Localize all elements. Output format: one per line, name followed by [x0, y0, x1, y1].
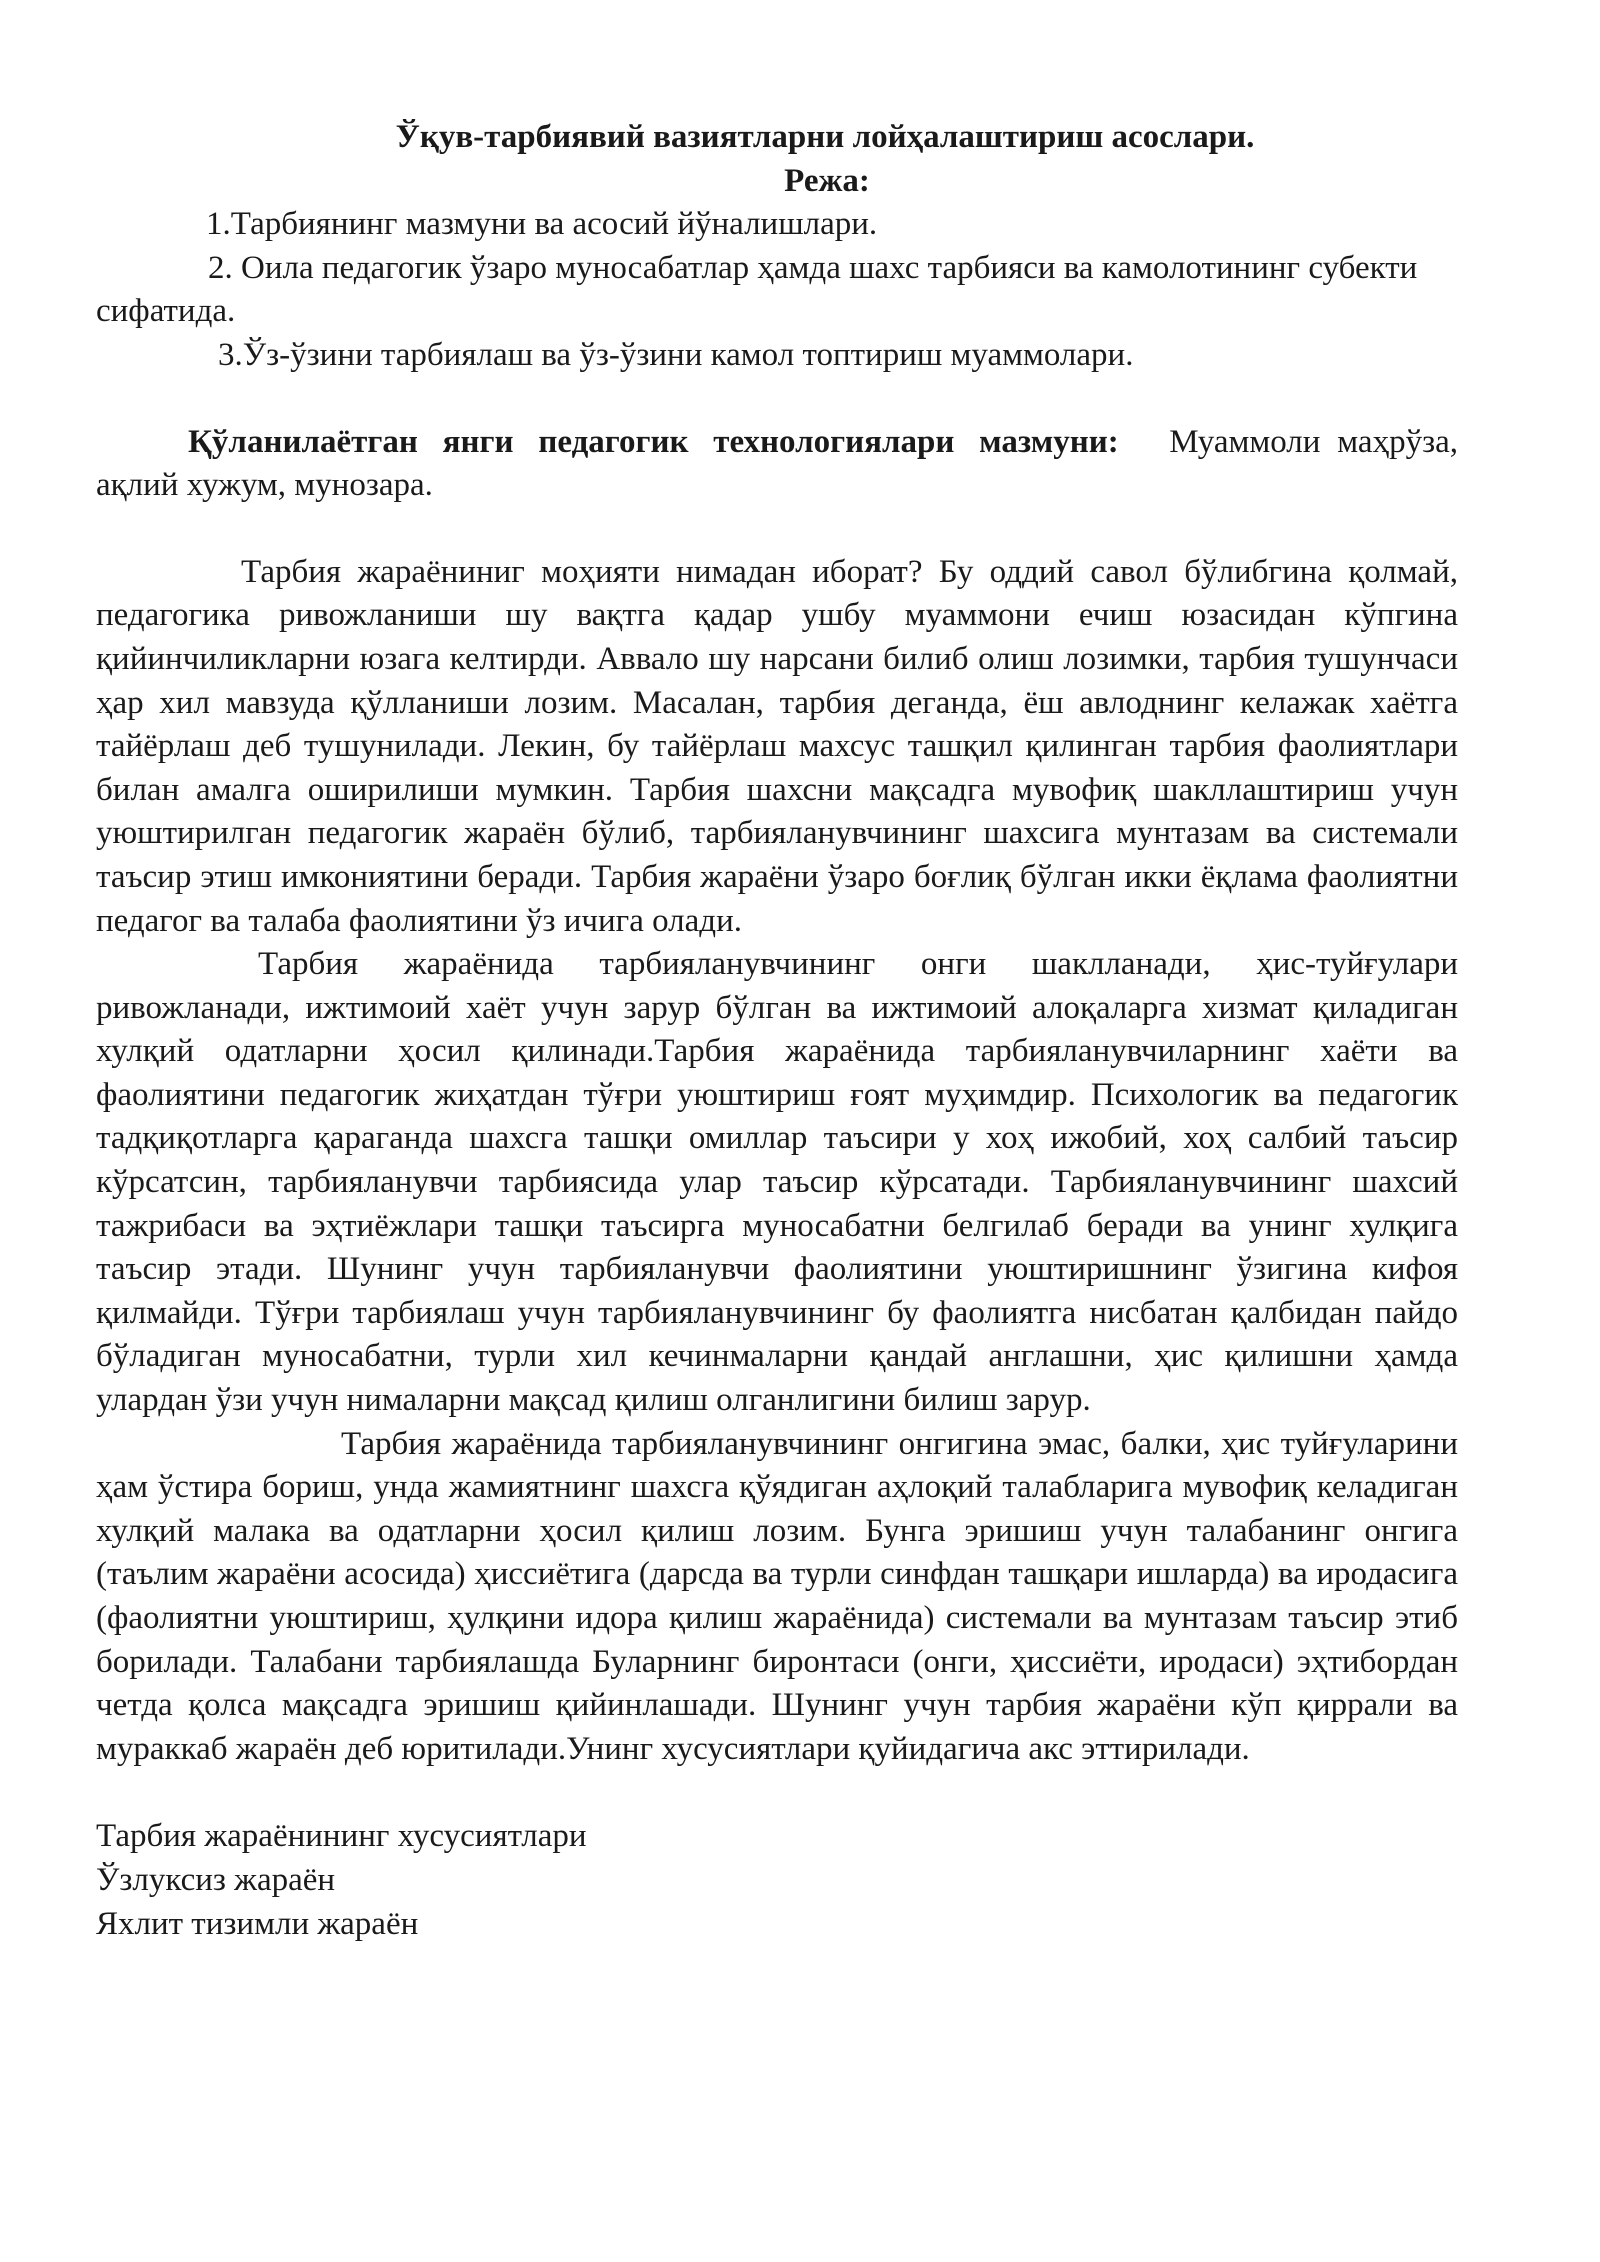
plan-item-3: 3.Ўз-ўзини тарбиялаш ва ўз-ўзини камол топтириш муаммолари. — [218, 336, 1134, 373]
body-paragraph-1: Тарбия жараёниниг моҳияти нимадан иборат? Бу оддий савол бўлибгина қолмай, педагогика ривожланиши шу вақтга қадар ушбу муаммони ечиш юзасидан кўпгина қийинчиликларни юзага келтирди. Аввало шу нарсани билиб олиш лозимки, тарбия тушунчаси ҳар хил мавзуда қўлланиши лозим. Масалан, тарбия деганда, ёш авлоднинг келажак хаётга тайёрлаш деб тушунилади. Лекин, бу тайёрлаш махсус ташқил қилинган тарбия фаолиятлари билан амалга оширилиши мумкин. Тарбия шахсни мақсадга мувофиқ шакллаштириш учун уюштирилган педагогик жараён бўлиб, тарбияланувчининг шахсига мунтазам ва системали таъсир этиш имкониятини беради. Тарбия жараёни ўзаро боғлиқ бўлган икки ёқлама фаолиятни педагог ва талаба фаолиятини ўз ичига олади. — [96, 553, 1458, 939]
body-paragraph-2: Тарбия жараёнида тарбияланувчининг онги шаклланади, ҳис-туйғулари ривожланади, ижтимоий хаёт учун зарур бўлган ва ижтимоий алоқаларга хизмат қиладиган хулқий одатларни ҳосил қилинади.Тарбия жараёнида тарбияланувчиларнинг хаёти ва фаолиятини педагогик жиҳатдан тўғри уюштириш ғоят муҳимдир. Психологик ва педагогик тадқиқотларга қараганда шахсга ташқи омиллар таъсири у хоҳ ижобий, хоҳ салбий таъсир кўрсатсин, тарбияланувчи тарбиясида улар таъсир кўрсатади. Тарбияланувчининг шахсий тажрибаси ва эҳтиёжлари ташқи таъсирга муносабатни белгилаб беради ва унинг хулқига таъсир этади. Шунинг учун тарбияланувчи фаолиятини уюштиришнинг ўзигина кифоя қилмайди. Тўғри тарбиялаш учун тарбияланувчининг бу фаолиятга нисбатан қалбидан пайдо бўладиган муносабатни, турли хил кечинмаларни қандай англашни, ҳис қилишни ҳамда улардан ўзи учун нималарни мақсад қилиш олганлигини билиш зарур. — [96, 946, 1458, 1419]
technologies-paragraph — [96, 421, 1458, 508]
features-list — [96, 1815, 1458, 1946]
document-title: Ўқув-тарбиявий вазиятларни лойҳалаштириш асослари. — [395, 119, 1255, 155]
plan-item-1: 1.Тарбиянинг мазмуни ва асосий йўналишлари. — [206, 206, 878, 243]
feature-item: Ўзлуксиз жараён — [96, 1861, 336, 1898]
feature-item: Яхлит тизимли жараён — [96, 1905, 419, 1942]
technologies-text: Муаммоли маҳрўза, ақлий хужум, мунозара. — [96, 423, 1458, 504]
document-page — [96, 116, 1458, 1946]
features-heading: Тарбия жараёнининг хусусиятлари — [96, 1818, 587, 1855]
plan-heading: Режа: — [784, 162, 870, 199]
technologies-label: Қўланилаётган янги педагогик технологиялари мазмуни: — [188, 423, 1119, 460]
plan-item-2: 2. Оила педагогик ўзаро муносабатлар ҳамда шахс тарбияси ва камолотининг субекти сифатида. — [96, 249, 1418, 330]
body-paragraph-3: Тарбия жараёнида тарбияланувчининг онгигина эмас, балки, ҳис туйғуларини ҳам ўстира бориш, унда жамиятнинг шахсга қўядиган аҳлоқий талабларига мувофиқ келадиган хулқий малака ва одатларни ҳосил қилиш лозим. Бунга эришиш учун талабанинг онгига (таълим жараёни асосида) ҳиссиётига (дарсда ва турли синфдан ташқари ишларда) ва иродасига (фаолиятни уюштириш, ҳулқини идора қилиш жараёнида) системали ва мунтазам таъсир этиб борилади. Талабани тарбиялашда Буларнинг биронтаси (онги, ҳиссиёти, иродаси) эҳтибордан четда қолса мақсадга эришиш қийинлашади. Шунинг учун тарбия жараёни кўп қиррали ва мураккаб жараён деб юритилади.Унинг хусусиятлари қуйидагича акс эттирилади. — [96, 1425, 1458, 1767]
